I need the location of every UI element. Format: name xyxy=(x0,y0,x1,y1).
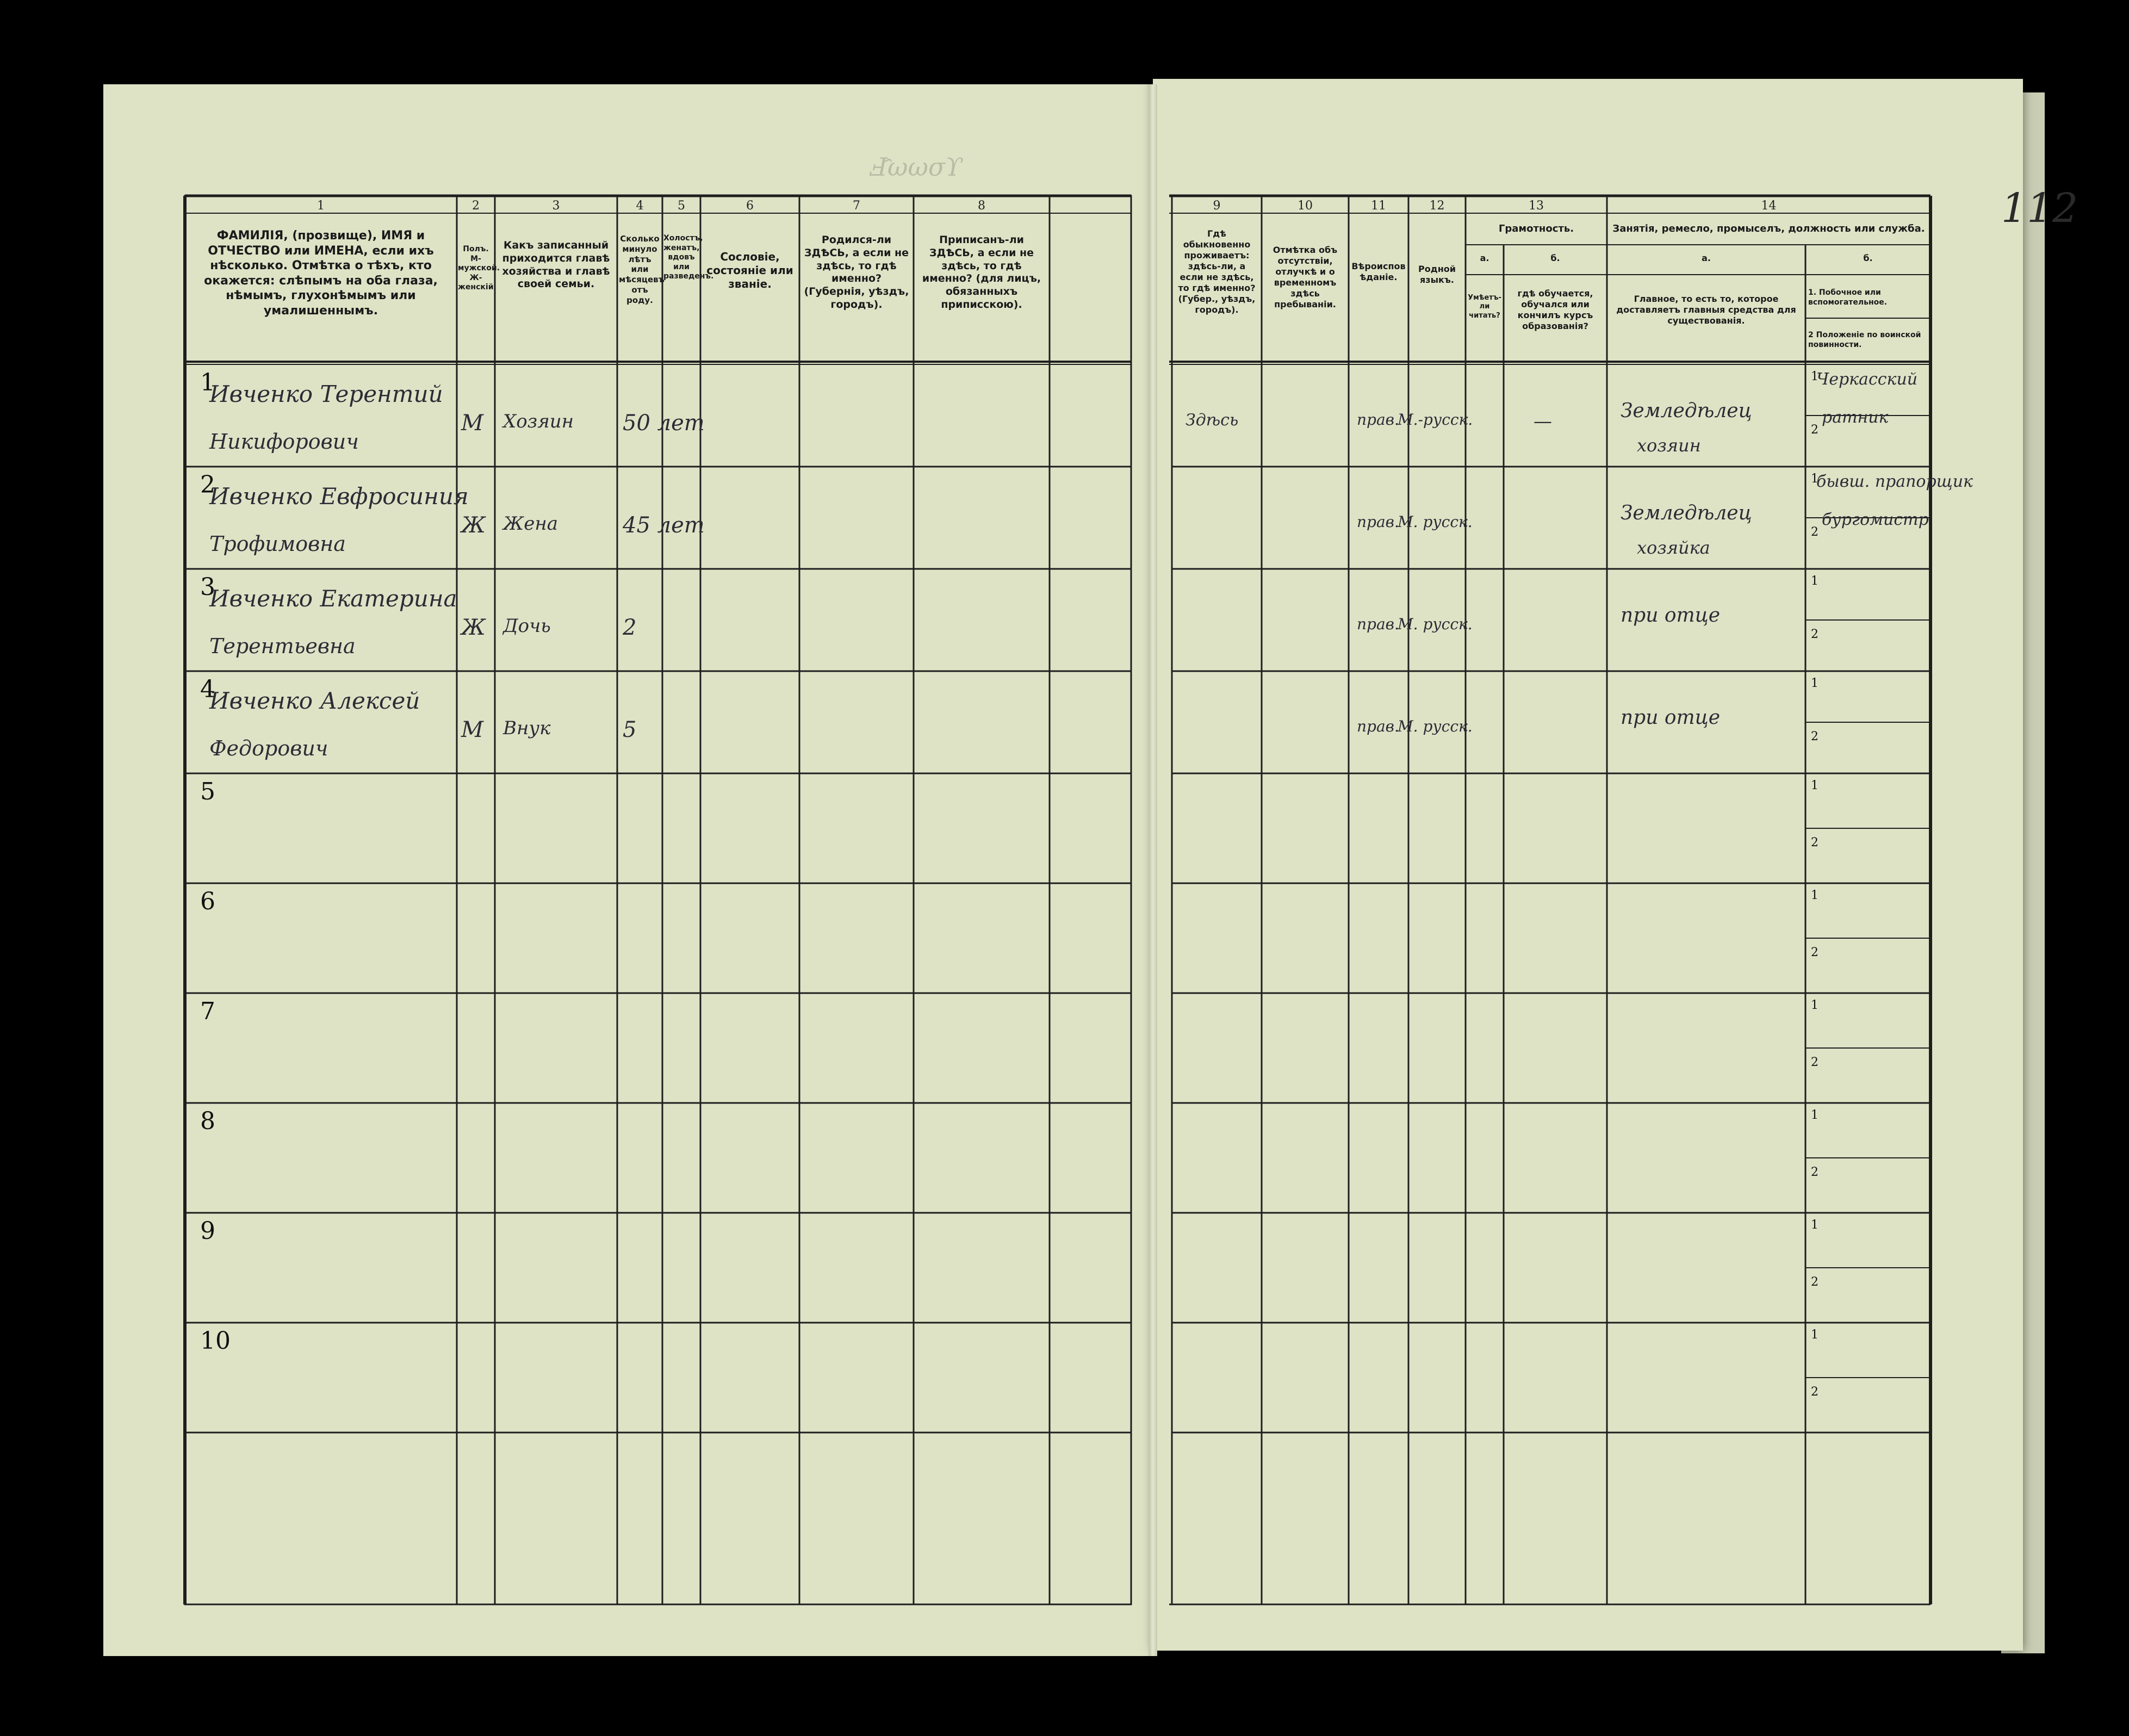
handwritten-c12: М. русск. xyxy=(1398,513,1473,531)
col-5-number: 5 xyxy=(678,199,685,213)
handwritten-c11: прав. xyxy=(1357,513,1399,531)
col-7-header: Родился-ли ЗДѢСЬ, а если не здѣсь, то гдѣ именно? (Губернія, уѣздъ, городъ). xyxy=(804,234,909,311)
col-9-number: 9 xyxy=(1213,199,1221,213)
col-3-number: 3 xyxy=(552,199,560,213)
col-8-number: 8 xyxy=(978,199,985,213)
sub-label-1: 1 xyxy=(1811,1328,1818,1342)
handwritten-c12: М. русск. xyxy=(1398,615,1473,633)
col-10-number: 10 xyxy=(1298,199,1313,213)
handwritten-c14b-2: ратник xyxy=(1822,408,1889,427)
sub-label-2: 2 xyxy=(1811,1165,1818,1179)
sub-label-1: 1 xyxy=(1811,889,1818,902)
handwritten-relation: Хозяин xyxy=(503,411,574,432)
col-14b-label: б. xyxy=(1863,253,1873,263)
row-number: 10 xyxy=(200,1327,231,1355)
col-5-header: Холостъ, женатъ, вдовъ или разведенъ. xyxy=(663,234,714,281)
handwritten-name-1: Ивченко Терентий xyxy=(209,381,443,407)
col-13-title: Грамотность. xyxy=(1498,223,1574,234)
handwritten-name-2: Трофимовна xyxy=(209,532,346,556)
col-14a-label: а. xyxy=(1702,253,1711,263)
row-number: 4 xyxy=(200,675,215,703)
handwritten-sex: Ж xyxy=(461,615,486,640)
handwritten-name-2: Терентьевна xyxy=(209,634,356,658)
col-10-header: Отмѣтка объ отсутствіи, отлучкѣ и о временномъ здѣсь пребываніи. xyxy=(1273,245,1338,309)
col-14-title: Занятія, ремесло, промыселъ, должность или служба. xyxy=(1612,223,1925,234)
handwritten-age: 5 xyxy=(623,717,637,742)
handwritten-c11: прав. xyxy=(1357,717,1399,735)
col-2-header: Полъ. М-мужской. Ж-женскій. xyxy=(458,245,500,292)
handwritten-sex: Ж xyxy=(461,513,486,538)
handwritten-c14a-1: при отце xyxy=(1621,706,1721,729)
page-number: 112 xyxy=(2001,185,2078,232)
row-number: 3 xyxy=(200,573,215,601)
sub-label-2: 2 xyxy=(1811,525,1818,539)
sub-label-1: 1 xyxy=(1811,370,1818,383)
sub-label-1: 1 xyxy=(1811,472,1818,486)
col-14b1-header: 1. Побочное или вспомогательное. xyxy=(1808,288,1888,307)
handwritten-name-1: Ивченко Екатерина xyxy=(209,585,457,612)
handwritten-relation: Внук xyxy=(503,717,551,739)
sub-label-1: 1 xyxy=(1811,779,1818,792)
handwritten-relation: Жена xyxy=(503,513,558,535)
handwritten-c14a-2: хозяйка xyxy=(1637,537,1710,558)
handwritten-c9: Здѣсь xyxy=(1185,411,1239,430)
handwritten-c14b-2: бургомистр xyxy=(1822,510,1929,529)
sub-label-1: 1 xyxy=(1811,574,1818,588)
bleed-through-text: Ⅎ҄ωωσϒ xyxy=(870,152,963,182)
row-number: 2 xyxy=(200,471,215,499)
sub-label-2: 2 xyxy=(1811,628,1818,641)
col-1-number: 1 xyxy=(317,199,325,213)
col-4-number: 4 xyxy=(636,199,644,213)
col-11-number: 11 xyxy=(1371,199,1386,213)
sub-label-1: 1 xyxy=(1811,1218,1818,1232)
sub-label-2: 2 xyxy=(1811,423,1818,437)
handwritten-sex: М xyxy=(461,411,483,436)
sub-label-2: 2 xyxy=(1811,836,1818,850)
handwritten-sex: М xyxy=(461,717,483,742)
col-3-header: Какъ записанный приходится главѣ хозяйства и главѣ своей семьи. xyxy=(502,239,610,290)
row-number: 1 xyxy=(200,369,215,396)
col-13a-label: а. xyxy=(1480,253,1489,263)
handwritten-age: 2 xyxy=(623,615,637,640)
sub-label-2: 2 xyxy=(1811,1385,1818,1399)
col-13-number: 13 xyxy=(1529,199,1544,213)
col-4-header: Сколько минуло лѣтъ или мѣсяцевъ отъ роду. xyxy=(619,234,665,305)
col-2-number: 2 xyxy=(472,199,480,213)
census-document xyxy=(82,71,2078,1659)
handwritten-c11: прав. xyxy=(1357,411,1399,429)
handwritten-age: 50 лет xyxy=(623,411,705,436)
row-number: 7 xyxy=(200,997,215,1025)
sub-label-2: 2 xyxy=(1811,1056,1818,1069)
col-13b-header: гдѣ обучается, обучался или кончилъ курсъ образованія? xyxy=(1517,288,1593,331)
col-11-header: Вѣроисповѣданіе. xyxy=(1351,261,1406,282)
col-9-header: Гдѣ обыкновенно проживаетъ: здѣсь-ли, а если не здѣсь, то гдѣ именно? (Губер., уѣздъ, городъ). xyxy=(1178,228,1256,315)
sub-label-1: 1 xyxy=(1811,1108,1818,1122)
col-12-header: Родной языкъ. xyxy=(1418,264,1456,285)
row-number: 9 xyxy=(200,1217,215,1245)
sub-label-1: 1 xyxy=(1811,999,1818,1012)
handwritten-c14a-2: хозяин xyxy=(1637,435,1701,456)
col-8-header: Приписанъ-ли ЗДѢСЬ, а если не здѣсь, то гдѣ именно? (для лицъ, обязанныхъ приписскою). xyxy=(922,234,1041,311)
row-number: 8 xyxy=(200,1107,215,1135)
row-number: 6 xyxy=(200,888,215,915)
handwritten-c14a-1: Земледѣлец xyxy=(1621,502,1752,524)
handwritten-c14a-1: при отце xyxy=(1621,604,1721,627)
col-6-number: 6 xyxy=(746,199,754,213)
sub-label-1: 1 xyxy=(1811,677,1818,690)
col-7-number: 7 xyxy=(853,199,860,213)
col-14a-header: Главное, то есть то, которое доставляетъ главныя средства для существованія. xyxy=(1616,294,1796,326)
handwritten-c14b-1: Черкасский xyxy=(1816,370,1918,389)
row-number: 5 xyxy=(200,778,215,805)
sub-label-2: 2 xyxy=(1811,730,1818,743)
handwritten-c13a: — xyxy=(1534,411,1552,432)
handwritten-name-2: Федорович xyxy=(209,736,328,760)
handwritten-name-1: Ивченко Евфросиния xyxy=(209,483,469,510)
handwritten-relation: Дочь xyxy=(503,615,551,637)
handwritten-c12: М.-русск. xyxy=(1398,411,1473,429)
col-12-number: 12 xyxy=(1429,199,1445,213)
handwritten-c14b-1: бывш. прапорщик xyxy=(1816,472,1973,491)
handwritten-name-2: Никифорович xyxy=(209,430,359,454)
handwritten-c11: прав. xyxy=(1357,615,1399,633)
col-6-header: Сословіе, состояніе или званіе. xyxy=(706,250,793,290)
col-14b2-header: 2 Положеніе по воинской повинности. xyxy=(1808,331,1921,349)
col-13b-label: б. xyxy=(1550,253,1560,263)
col-13a-header: Умѣетъ-ли читать? xyxy=(1468,294,1501,320)
sub-label-2: 2 xyxy=(1811,946,1818,959)
col-14-number: 14 xyxy=(1761,199,1777,213)
handwritten-c12: М. русск. xyxy=(1398,717,1473,735)
handwritten-name-1: Ивченко Алексей xyxy=(209,687,420,714)
col-1-header: ФАМИЛІЯ, (прозвище), ИМЯ и ОТЧЕСТВО или ИМЕНА, если ихъ нѣсколько. Отмѣтка о тѣхъ, кто окажется: слѣпымъ на оба глаза, нѣмымъ, глухонѣмымъ или умалишеннымъ. xyxy=(204,229,438,318)
handwritten-age: 45 лет xyxy=(623,513,705,538)
sub-label-2: 2 xyxy=(1811,1275,1818,1289)
handwritten-c14a-1: Земледѣлец xyxy=(1621,400,1752,422)
